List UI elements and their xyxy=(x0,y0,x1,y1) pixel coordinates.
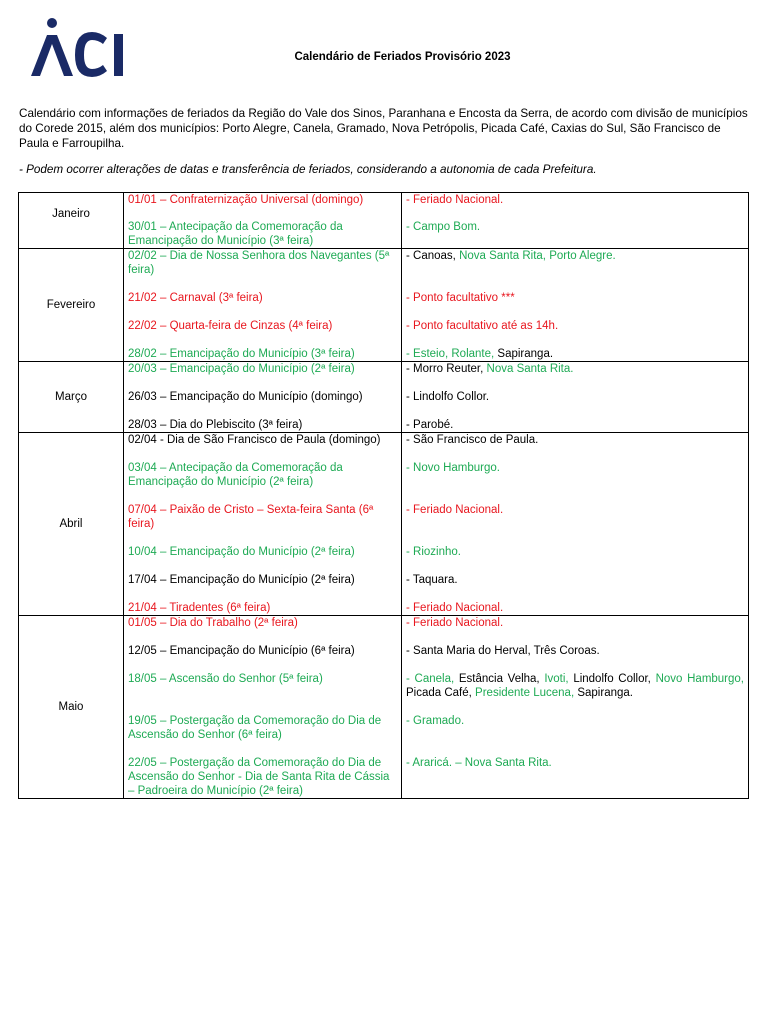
holiday-municipalities xyxy=(406,193,744,207)
municipality-text: Lindolfo Collor, xyxy=(573,673,656,685)
municipality-text: - Canoas, xyxy=(406,250,460,262)
municipality-text: - Lindolfo Collor. xyxy=(406,391,490,403)
month-row-3 xyxy=(19,433,749,616)
month-name: Maio xyxy=(19,616,124,799)
municipality-text: - Gramado. xyxy=(406,715,465,727)
holiday-municipalities xyxy=(406,461,744,489)
holiday-municipalities xyxy=(406,503,744,531)
holiday-event: 22/02 – Quarta-feira de Cinzas (4ª feira) xyxy=(128,320,333,332)
holiday-municipalities xyxy=(406,756,744,798)
municipalities-cell xyxy=(402,193,749,249)
logo-dot xyxy=(47,18,57,28)
holiday-event: 17/04 – Emancipação do Município (2ª feira) xyxy=(128,574,355,586)
holiday-calendar-table xyxy=(18,192,749,799)
holiday-event: 01/01 – Confraternização Universal (domingo) xyxy=(128,194,364,206)
holiday-event: 26/03 – Emancipação do Município (domingo) xyxy=(128,391,363,403)
holiday-municipalities xyxy=(406,433,744,447)
holiday-event: 28/02 – Emancipação do Município (3ª feira) xyxy=(128,348,355,360)
holiday-event: 02/02 – Dia de Nossa Senhora dos Navegantes (5ª feira) xyxy=(128,250,390,276)
municipality-text: - Ponto facultativo até as 14h. xyxy=(406,320,559,332)
holiday-municipalities xyxy=(406,672,744,700)
municipality-text: Nova Santa Rita. xyxy=(486,363,574,375)
holiday-event: 21/04 – Tiradentes (6ª feira) xyxy=(128,602,271,614)
municipality-text: - Taquara. xyxy=(406,574,458,586)
month-name: Janeiro xyxy=(19,193,124,249)
holiday-event: 19/05 – Postergação da Comemoração do Dia de Ascensão do Senhor (6ª feira) xyxy=(128,715,382,741)
holiday-municipalities xyxy=(406,545,744,559)
municipality-text: - Riozinho. xyxy=(406,546,461,558)
municipality-text: - Feriado Nacional. xyxy=(406,602,504,614)
aci-logo xyxy=(30,14,126,78)
holiday-event: 10/04 – Emancipação do Município (2ª feira) xyxy=(128,546,355,558)
holiday-municipalities xyxy=(406,362,744,376)
municipality-text: - Canela, xyxy=(406,673,459,685)
municipality-text: - Araricá. – Nova Santa Rita. xyxy=(406,757,552,769)
municipalities-cell xyxy=(402,616,749,799)
holiday-event: 07/04 – Paixão de Cristo – Sexta-feira Santa (6ª feira) xyxy=(128,504,374,530)
month-row-4 xyxy=(19,616,749,799)
holiday-municipalities xyxy=(406,249,744,277)
intro-paragraph: Calendário com informações de feriados da Região do Vale dos Sinos, Paranhana e Encosta da Serra, de acordo com divisão de municípios do Corede 2015, além dos municípios: Porto Alegre, Canela, Gramado, Nova Petrópolis, Picada Café, Caxias do Sul, São Francisco de Paula e Farroupilha. xyxy=(19,107,748,150)
holiday-municipalities xyxy=(406,319,744,333)
holiday-municipalities xyxy=(406,347,744,361)
month-name: Abril xyxy=(19,433,124,616)
municipality-text: - Feriado Nacional. xyxy=(406,617,504,629)
municipality-text: - Esteio, Rolante, xyxy=(406,348,498,360)
municipality-text: Picada Café, xyxy=(406,687,476,699)
holiday-event: 18/05 – Ascensão do Senhor (5ª feira) xyxy=(128,673,323,685)
holiday-municipalities xyxy=(406,644,744,658)
document-title: Calendário de Feriados Provisório 2023 xyxy=(294,51,511,63)
holiday-municipalities xyxy=(406,714,744,742)
municipality-text: - Morro Reuter, xyxy=(406,363,487,375)
holiday-municipalities xyxy=(406,418,744,432)
municipality-text: - Feriado Nacional. xyxy=(406,504,504,516)
holiday-events-cell xyxy=(124,193,402,249)
municipality-text: - Novo Hamburgo. xyxy=(406,462,500,474)
municipality-text: Sapiranga. xyxy=(497,348,554,360)
municipality-text: - São Francisco de Paula. xyxy=(406,434,539,446)
disclaimer-note: - Podem ocorrer alterações de datas e transferência de feriados, considerando a autonomia de cada Prefeitura. xyxy=(19,163,597,176)
municipality-text: - Ponto facultativo *** xyxy=(406,292,515,304)
municipalities-cell xyxy=(402,433,749,616)
holiday-events-cell xyxy=(124,362,402,433)
municipalities-cell xyxy=(402,249,749,362)
holiday-event: 22/05 – Postergação da Comemoração do Dia de Ascensão do Senhor - Dia de Santa Rita de Cássia – Padroeira do Município (2ª feira) xyxy=(128,757,390,797)
holiday-municipalities xyxy=(406,573,744,587)
holiday-event: 02/04 - Dia de São Francisco de Paula (domingo) xyxy=(128,434,381,446)
holiday-events-cell xyxy=(124,249,402,362)
municipality-text: - Feriado Nacional. xyxy=(406,194,504,206)
holiday-event: 28/03 – Dia do Plebiscito (3ª feira) xyxy=(128,419,303,431)
holiday-municipalities xyxy=(406,220,744,248)
month-name: Fevereiro xyxy=(19,249,124,362)
holiday-municipalities xyxy=(406,390,744,404)
holiday-event: 20/03 – Emancipação do Município (2ª feira) xyxy=(128,363,355,375)
holiday-event: 30/01 – Antecipação da Comemoração da Emancipação do Município (3ª feira) xyxy=(128,221,343,247)
holiday-municipalities xyxy=(406,616,744,630)
municipality-text: Novo Hamburgo, xyxy=(655,673,745,685)
holiday-municipalities xyxy=(406,291,744,305)
municipality-text: Nova Santa Rita, Porto Alegre. xyxy=(459,250,616,262)
holiday-event: 01/05 – Dia do Trabalho (2ª feira) xyxy=(128,617,298,629)
holiday-municipalities xyxy=(406,601,744,615)
municipality-text: - Parobé. xyxy=(406,419,454,431)
month-name: Março xyxy=(19,362,124,433)
holiday-event: 21/02 – Carnaval (3ª feira) xyxy=(128,292,263,304)
holiday-events-cell xyxy=(124,433,402,616)
holiday-events-cell xyxy=(124,616,402,799)
month-row-1 xyxy=(19,249,749,362)
holiday-event: 03/04 – Antecipação da Comemoração da Emancipação do Município (2ª feira) xyxy=(128,462,343,488)
municipality-text: - Santa Maria do Herval, Três Coroas. xyxy=(406,645,600,657)
month-row-0 xyxy=(19,193,749,249)
municipalities-cell xyxy=(402,362,749,433)
municipality-text: Ivoti, xyxy=(544,673,574,685)
municipality-text: - Campo Bom. xyxy=(406,221,481,233)
municipality-text: Sapiranga. xyxy=(577,687,633,699)
holiday-event: 12/05 – Emancipação do Município (6ª feira) xyxy=(128,645,355,657)
municipality-text: Presidente Lucena, xyxy=(475,687,578,699)
municipality-text: Estância Velha, xyxy=(458,673,545,685)
month-row-2 xyxy=(19,362,749,433)
